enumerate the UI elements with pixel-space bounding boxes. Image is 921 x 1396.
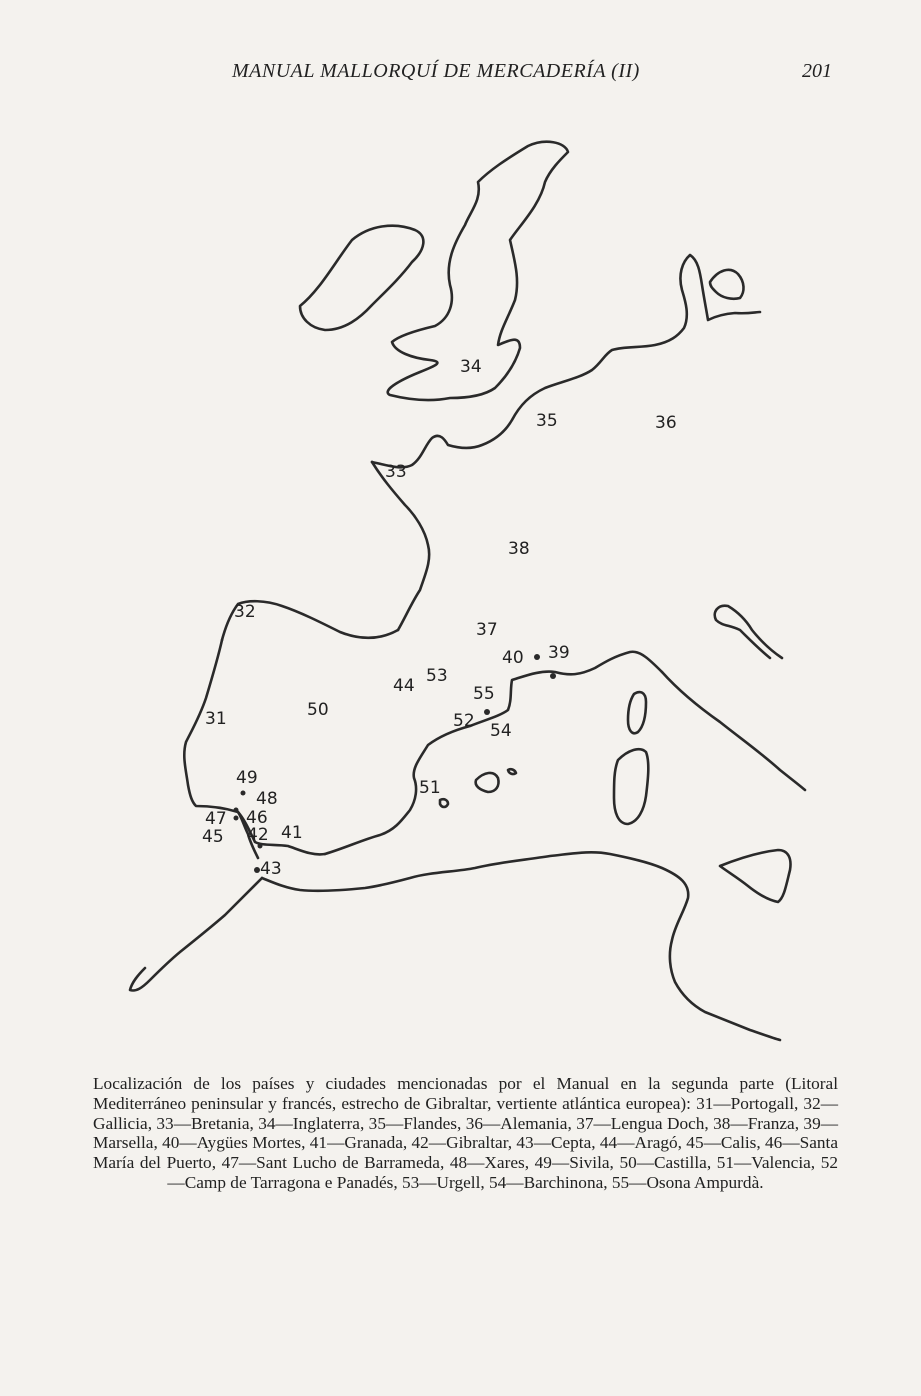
city-dot-49 [241,791,246,796]
label-53: 53 [426,666,448,686]
city-dot-54 [484,709,490,715]
label-48: 48 [256,789,278,809]
ireland-outline [300,226,423,330]
adriatic-coast [715,606,782,658]
italy-west-coast [662,672,805,790]
label-52: 52 [453,711,475,731]
sicily-outline [720,850,791,902]
label-34: 34 [460,357,482,377]
label-43: 43 [260,859,282,879]
coastline-map [0,130,921,1070]
brittany-peninsula [372,462,429,630]
label-37: 37 [476,620,498,640]
label-49: 49 [236,768,258,788]
label-55: 55 [473,684,495,704]
page-number: 201 [802,60,832,82]
label-39: 39 [548,643,570,663]
label-35: 35 [536,411,558,431]
sardinia-outline [614,749,648,824]
city-dot-40 [534,654,540,660]
label-41: 41 [281,823,303,843]
figure-caption: Localización de los países y ciudades mencionadas por el Manual en la segunda parte (Litoral Mediterráneo peninsular y francés, estrecho de Gibraltar, vertiente atlántica europea): 31—Portogall, 32—Gallicia, 33—Bretania, 34—Inglaterra, 35—Flandes, 36—Alemania, 37—Lengua Doch, 38—Franza, 39—Marsella, 40—Aygües Mortes, 41—Granada, 42—Gibraltar, 43—Cepta, 44—Aragó, 45—Calis, 46—Santa María del Puerto, 47—Sant Lucho de Barrameda, 48—Xares, 49—Sivila, 50—Castilla, 51—Valencia, 52—Camp de Tarragona e Panadés, 53—Urgell, 54—Barchinona, 55—Osona Ampurdà. [93,1074,838,1192]
label-36: 36 [655,413,677,433]
label-46: 46 [246,808,268,828]
label-44: 44 [393,676,415,696]
iberia-east-coast [325,652,662,854]
label-45: 45 [202,827,224,847]
label-32: 32 [234,602,256,622]
jutland-outline [710,270,744,299]
corsica-outline [628,692,646,733]
running-header [232,60,832,90]
label-51: 51 [419,778,441,798]
label-33: 33 [385,462,407,482]
label-47: 47 [205,809,227,829]
mallorca-outline [476,773,499,792]
city-dot-46b [234,816,239,821]
city-dot-39 [550,673,556,679]
label-31: 31 [205,709,227,729]
ibiza-outline [440,799,448,807]
menorca-outline [508,769,516,774]
city-dot-46a [234,808,239,813]
north-africa-coast [262,852,780,1040]
label-54: 54 [490,721,512,741]
label-50: 50 [307,700,329,720]
running-title: MANUAL MALLORQUÍ DE MERCADERÍA (II) [232,60,640,82]
label-42: 42 [247,825,269,845]
label-38: 38 [508,539,530,559]
label-40: 40 [502,648,524,668]
morocco-atlantic-coast [130,878,262,991]
